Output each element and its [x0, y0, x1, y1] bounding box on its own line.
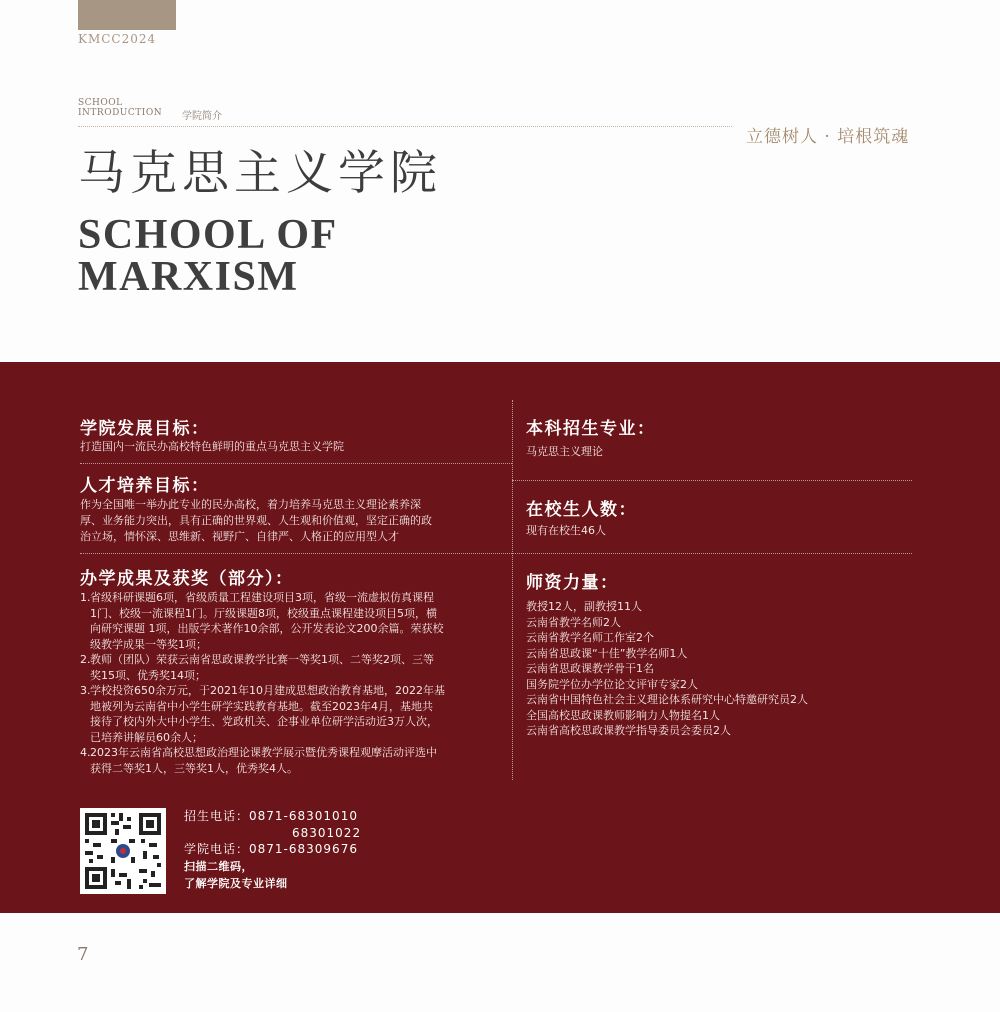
college-phone-row — [184, 841, 361, 858]
faculty-line: 云南省高校思政课教学指导委员会委员2人 — [526, 724, 731, 737]
page-title-en-line2: MARXISM — [78, 254, 299, 300]
talent-line: 治立场，情怀深、思维新、视野广、自律严、人格正的应用型人才 — [80, 530, 399, 543]
faculty-line: 云南省教学名师2人 — [526, 615, 621, 629]
achievement-line: 已培养讲解员60余人； — [90, 730, 203, 744]
page-title-en — [78, 214, 338, 298]
faculty-list — [526, 599, 808, 739]
divider-major — [512, 480, 912, 481]
talent-text — [80, 497, 432, 545]
college-phone[interactable]: 0871-68309676 — [249, 842, 358, 856]
talent-heading: 人才培养目标： — [80, 476, 210, 496]
achievement-number: 3. — [80, 684, 91, 697]
page-number: 7 — [77, 944, 89, 965]
divider-talent — [80, 553, 912, 554]
section-label-cn: 学院简介 — [182, 111, 222, 122]
faculty-line: 云南省中国特色社会主义理论体系研究中心特邀研究员2人 — [526, 693, 808, 706]
faculty-line: 云南省思政课教学骨干1名 — [526, 662, 654, 675]
admission-phone-label: 招生电话： — [184, 809, 250, 823]
faculty-heading: 师资力量： — [526, 573, 619, 593]
achievement-line: 向研究课题 1项，出版学术著作10余部，公开发表论文200余篇。荣获校 — [90, 622, 444, 635]
section-label-en-line1: SCHOOL — [78, 98, 123, 108]
achievement-line: 省级科研课题6项，省级质量工程建设项目3项，省级一流虚拟仿真课程 — [90, 591, 434, 604]
info-panel — [0, 362, 1000, 913]
goal-heading: 学院发展目标： — [80, 419, 210, 439]
admission-phone-1[interactable]: 0871-68301010 — [249, 809, 358, 823]
achievement-number: 1. — [80, 591, 91, 604]
scan-cta-line1: 扫描二维码， — [184, 859, 253, 873]
contact-info — [184, 808, 361, 893]
qr-code[interactable] — [80, 808, 166, 894]
goal-text: 打造国内一流民办高校特色鲜明的重点马克思主义学院 — [80, 440, 344, 453]
major-text: 马克思主义理论 — [526, 445, 603, 458]
faculty-line: 云南省思政课“十佳”教学名师1人 — [526, 646, 688, 660]
achievement-number: 4. — [80, 746, 91, 759]
motto: 立德树人 · 培根筑魂 — [746, 127, 910, 147]
achievement-line: 学校投资650余万元，于2021年10月建成思想政治教育基地，2022年基 — [90, 684, 445, 697]
talent-line: 作为全国唯一举办此专业的民办高校，着力培养马克思主义理论素养深 — [80, 498, 421, 511]
students-heading: 在校生人数： — [526, 500, 637, 520]
achievement-line: 奖15项、优秀奖14项； — [90, 668, 206, 682]
achievement-line: 获得二等奖1人，三等奖1人，优秀奖4人。 — [90, 761, 298, 775]
achievement-item — [80, 590, 500, 652]
column-divider — [512, 400, 513, 780]
faculty-line: 云南省教学名师工作室2个 — [526, 631, 654, 644]
achievement-number: 2. — [80, 653, 91, 666]
logo-text: KMCC2024 — [78, 32, 157, 46]
achievement-line: 地被列为云南省中小学生研学实践教育基地。截至2023年4月，基地共 — [90, 699, 433, 713]
qr-code-image — [80, 808, 166, 894]
students-text: 现有在校生46人 — [526, 524, 606, 537]
achievement-line: 2023年云南省高校思想政治理论课教学展示暨优秀课程观摩活动评选中 — [90, 746, 437, 759]
achievement-line: 1门、校级一流课程1门。厅级课题8项，校级重点课程建设项目5项，横 — [90, 606, 437, 620]
talent-line: 厚、业务能力突出，具有正确的世界观、人生观和价值观，坚定正确的政 — [80, 514, 432, 527]
achievement-item — [80, 745, 500, 776]
achievement-line: 接待了校内外大中小学生、党政机关、企事业单位研学活动近3万人次， — [90, 715, 438, 728]
achievement-item — [80, 652, 500, 683]
achievement-line: 级教学成果一等奖1项； — [90, 637, 207, 651]
scan-cta-line2: 了解学院及专业详细 — [184, 877, 288, 890]
faculty-line: 教授12人，副教授11人 — [526, 600, 642, 613]
page-title-cn: 马克思主义学院 — [78, 146, 442, 201]
college-phone-label: 学院电话： — [184, 842, 250, 856]
logo-block — [78, 0, 176, 30]
section-label-en-line2: INTRODUCTION — [78, 108, 163, 118]
page-title-en-line1: SCHOOL OF — [78, 212, 338, 258]
achievements-list — [80, 590, 500, 776]
header-divider — [78, 126, 732, 127]
faculty-line: 国务院学位办学位论文评审专家2人 — [526, 677, 698, 691]
divider-goal — [80, 463, 512, 464]
achievements-heading: 办学成果及获奖（部分）： — [80, 569, 294, 589]
faculty-line: 全国高校思政课教师影响力人物提名1人 — [526, 708, 720, 722]
major-heading: 本科招生专业： — [526, 419, 656, 439]
achievement-line: 教师（团队）荣获云南省思政课教学比赛一等奖1项、二等奖2项、三等 — [90, 653, 434, 666]
admission-phone-row — [184, 808, 361, 825]
admission-phone-2[interactable]: 68301022 — [292, 825, 362, 840]
section-label-en — [78, 98, 162, 118]
achievement-item — [80, 683, 500, 745]
